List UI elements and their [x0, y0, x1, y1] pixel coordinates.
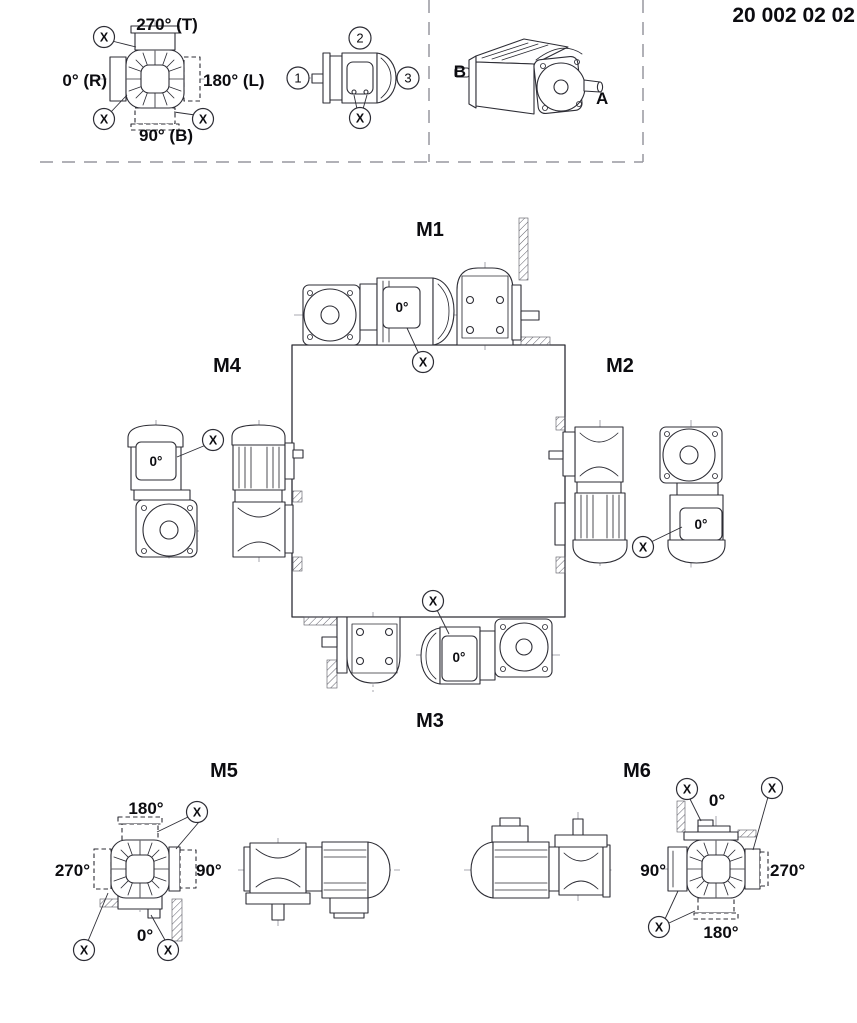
m5-angle-right: 90° — [196, 861, 222, 880]
m3-title: M3 — [416, 710, 444, 732]
m2-title: M2 — [606, 355, 634, 377]
m6-angle-left: 90° — [640, 861, 666, 880]
m1-terminal-angle: 0° — [395, 300, 409, 315]
legend-x-marker-top — [94, 27, 115, 48]
m1-title: M1 — [416, 219, 444, 241]
shaft-position-3 — [397, 67, 419, 89]
svg-text:X: X — [638, 540, 648, 555]
m4-title: M4 — [213, 355, 241, 377]
legend-x-marker-bottom-right — [193, 109, 214, 130]
mounting-cube — [292, 345, 565, 617]
svg-text:X: X — [192, 805, 202, 820]
m6-angle-right: 270° — [770, 861, 806, 880]
m5-x-marker-top — [187, 802, 208, 823]
m5-x-marker-bottom-left — [74, 940, 95, 961]
svg-text:X: X — [418, 355, 428, 370]
svg-text:1: 1 — [294, 70, 302, 86]
legend-angle-left: 0° (R) — [62, 71, 107, 90]
m6-angle-bottom: 180° — [703, 923, 739, 942]
m5-drawing — [88, 817, 400, 941]
m6-title: M6 — [623, 760, 651, 782]
m3-x-marker — [423, 591, 444, 612]
legend-angle-right: 180° (L) — [203, 71, 265, 90]
m3-drawing — [304, 610, 560, 692]
m5-angle-bottom: 0° — [136, 926, 154, 945]
legend-angle-top: 270° (T) — [136, 15, 198, 34]
iso-output-label: A — [596, 89, 609, 108]
shaft-position-2 — [349, 27, 371, 49]
svg-text:X: X — [99, 30, 109, 45]
svg-text:X: X — [767, 781, 777, 796]
shaft-position-1 — [287, 67, 309, 89]
m1-x-marker — [413, 352, 434, 373]
m2-terminal-angle: 0° — [694, 517, 708, 532]
svg-text:X: X — [682, 782, 692, 797]
iso-input-label: B — [453, 62, 466, 81]
legend-x-marker-bottom-left — [94, 109, 115, 130]
legend-motor-x-marker — [350, 108, 371, 129]
svg-text:X: X — [163, 943, 173, 958]
svg-text:X: X — [198, 112, 208, 127]
svg-text:X: X — [654, 920, 664, 935]
m3-terminal-angle: 0° — [452, 650, 466, 665]
m5-angle-left: 270° — [54, 861, 90, 880]
m4-terminal-angle: 0° — [149, 454, 163, 469]
m6-x-marker-top-left — [677, 779, 698, 800]
m6-x-marker-top-right — [762, 778, 783, 799]
svg-text:X: X — [355, 111, 365, 126]
svg-text:X: X — [99, 112, 109, 127]
m5-angle-top: 180° — [128, 799, 164, 818]
legend-angle-bottom: 90° (B) — [138, 126, 194, 145]
doc-number: 20 002 02 02 — [732, 4, 855, 27]
m6-x-marker-bottom-left — [649, 917, 670, 938]
svg-text:X: X — [208, 433, 218, 448]
m4-x-marker — [203, 430, 224, 451]
m5-title: M5 — [210, 760, 238, 782]
m6-drawing — [464, 797, 770, 923]
svg-text:3: 3 — [404, 70, 412, 86]
svg-text:2: 2 — [356, 30, 364, 46]
legend-motor-rear-view — [300, 53, 404, 109]
m6-angle-top: 0° — [708, 791, 726, 810]
svg-text:X: X — [428, 594, 438, 609]
m2-x-marker — [633, 537, 654, 558]
svg-text:X: X — [79, 943, 89, 958]
m5-x-marker-bottom-right — [158, 940, 179, 961]
legend-iso-view — [455, 39, 603, 114]
